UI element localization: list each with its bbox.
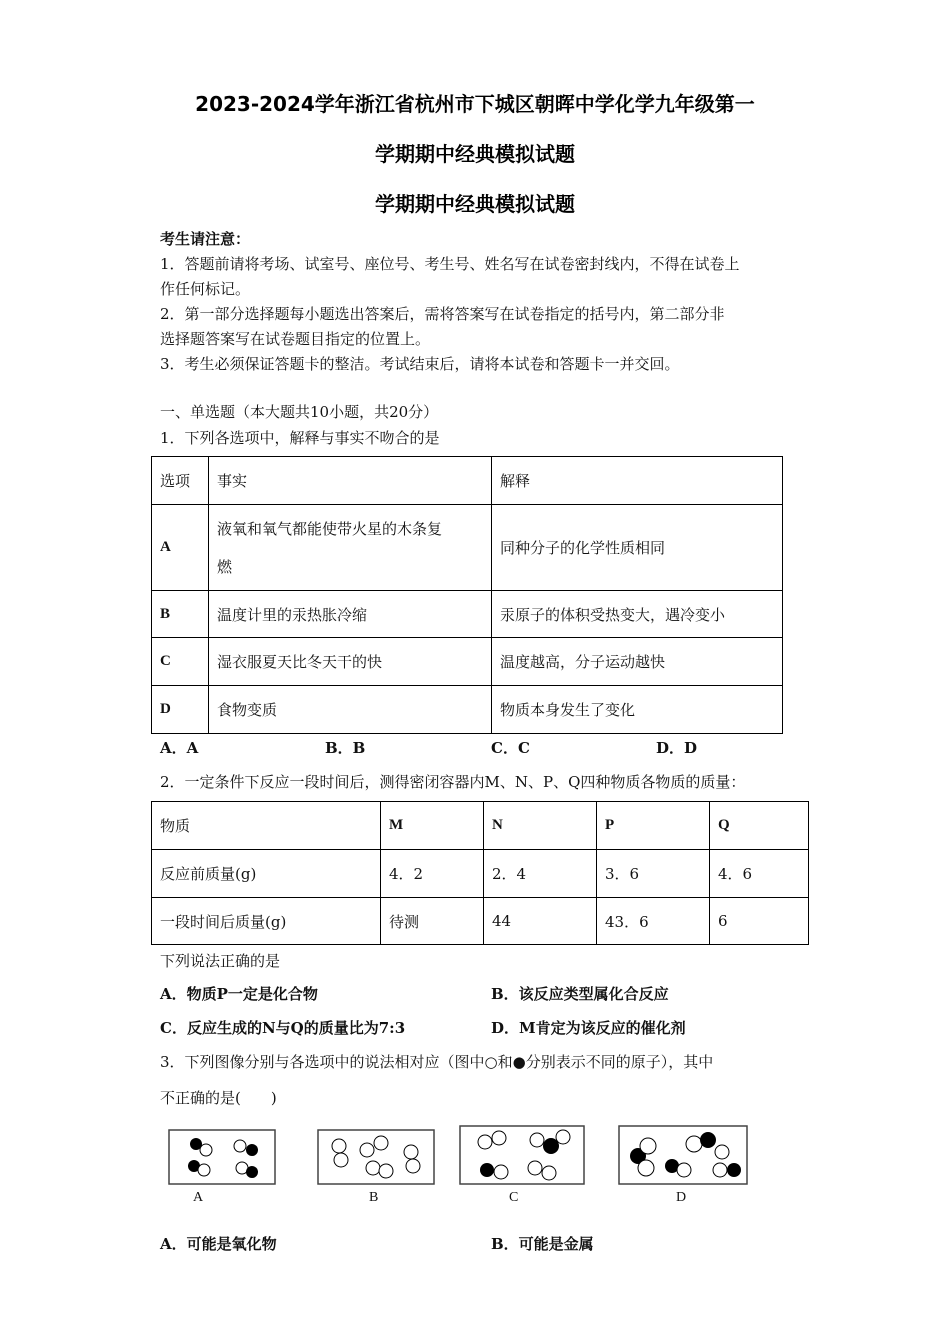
q2-cell: 待测 (381, 898, 484, 945)
q1-row-fact (209, 505, 492, 591)
q1-choice-c[interactable]: C．C (491, 739, 530, 757)
q1-row-option: D (152, 686, 209, 734)
notice-item-2b: 选择题答案写在试卷题目指定的位置上。 (160, 330, 431, 348)
q3-diagram-a (168, 1124, 276, 1186)
q1-row-fact: 温度计里的汞热胀冷缩 (209, 591, 492, 638)
q2-stem: 2．一定条件下反应一段时间后，测得密闭容器内M、N、P、Q四种物质各物质的质量： (160, 773, 746, 791)
q1-header-fact: 事实 (209, 457, 492, 505)
table-row (152, 686, 783, 734)
q2-cell: 43．6 (597, 898, 710, 945)
table-row (152, 591, 783, 638)
section-heading: 一、单选题（本大题共10小题，共20分） (160, 403, 439, 421)
q3-diagram-d (618, 1124, 748, 1186)
notice-item-3: 3．考生必须保证答题卡的整洁。考试结束后，请将本试卷和答题卡一并交回。 (160, 355, 680, 373)
q2-choice-c[interactable]: C．反应生成的N与Q的质量比为7:3 (160, 1019, 406, 1037)
table-row (152, 850, 809, 898)
q3-diagram-label-a: A (193, 1190, 204, 1205)
q2-cell: 3．6 (597, 850, 710, 898)
q2-choice-d[interactable]: D．M肯定为该反应的催化剂 (491, 1019, 686, 1037)
q1-row-fact: 湿衣服夏天比冬天干的快 (209, 638, 492, 686)
q2-choice-a[interactable]: A．物质P一定是化合物 (160, 985, 318, 1003)
q1-row-option: C (152, 638, 209, 686)
q2-header-q: Q (710, 802, 809, 850)
q3-stem-line1: 3．下列图像分别与各选项中的说法相对应（图中○和●分别表示不同的原子），其中 (160, 1053, 714, 1071)
q2-cell: 6 (710, 898, 809, 945)
q1-row-explain: 温度越高，分子运动越快 (492, 638, 783, 686)
table-row (152, 898, 809, 945)
q1-row-explain: 物质本身发生了变化 (492, 686, 783, 734)
q2-cell: 4．2 (381, 850, 484, 898)
q1-choice-d[interactable]: D．D (656, 739, 698, 757)
q3-stem-line2: 不正确的是( ) (160, 1089, 277, 1107)
notice-item-1a: 1．答题前请将考场、试室号、座位号、考生号、姓名写在试卷密封线内，不得在试卷上 (160, 255, 740, 273)
exam-title-line3: 学期期中经典模拟试题 (375, 192, 575, 216)
table-row (152, 457, 783, 505)
notice-heading: 考生请注意： (160, 230, 251, 248)
exam-title-line2: 学期期中经典模拟试题 (375, 142, 575, 166)
notice-item-2a: 2．第一部分选择题每小题选出答案后，需将答案写在试卷指定的括号内，第二部分非 (160, 305, 725, 323)
q1-row-explain: 汞原子的体积受热变大，遇冷变小 (492, 591, 783, 638)
q1-row-option: A (152, 505, 209, 591)
q2-cell: 44 (484, 898, 597, 945)
q2-cell: 4．6 (710, 850, 809, 898)
q2-cell: 反应前质量(g) (152, 850, 381, 898)
table-row (152, 802, 809, 850)
q1-row-explain: 同种分子的化学性质相同 (492, 505, 783, 591)
q3-choice-a[interactable]: A．可能是氧化物 (160, 1235, 277, 1253)
q1-row-fact-line: 液氧和氧气都能使带火星的木条复 (217, 519, 443, 538)
q3-diagram-c (459, 1124, 585, 1186)
q2-cell: 2．4 (484, 850, 597, 898)
q1-stem: 1．下列各选项中，解释与事实不吻合的是 (160, 429, 440, 447)
q2-header-n: N (484, 802, 597, 850)
q2-prompt: 下列说法正确的是 (160, 952, 281, 970)
table-row (152, 638, 783, 686)
q1-row-option: B (152, 591, 209, 638)
q1-row-fact: 食物变质 (209, 686, 492, 734)
q3-diagram-label-d: D (676, 1190, 687, 1205)
q2-table (151, 801, 809, 945)
notice-item-1b: 作任何标记。 (160, 280, 251, 298)
q2-header-substance: 物质 (152, 802, 381, 850)
q2-header-p: P (597, 802, 710, 850)
table-row (152, 505, 783, 591)
q3-diagram-label-c: C (509, 1190, 519, 1205)
q1-header-option: 选项 (152, 457, 209, 505)
exam-title-line1: 2023-2024学年浙江省杭州市下城区朝晖中学化学九年级第一 (195, 92, 755, 116)
q2-cell: 一段时间后质量(g) (152, 898, 381, 945)
q3-diagram-b (317, 1124, 435, 1186)
q1-choice-a[interactable]: A．A (160, 739, 199, 757)
q1-header-explain: 解释 (492, 457, 783, 505)
q2-header-m: M (381, 802, 484, 850)
q2-choice-b[interactable]: B．该反应类型属化合反应 (491, 985, 669, 1003)
q1-table (151, 456, 783, 734)
q1-row-fact-line: 燃 (217, 557, 233, 576)
q3-diagram-label-b: B (369, 1190, 379, 1205)
q1-choice-b[interactable]: B．B (325, 739, 366, 757)
q3-choice-b[interactable]: B．可能是金属 (491, 1235, 594, 1253)
